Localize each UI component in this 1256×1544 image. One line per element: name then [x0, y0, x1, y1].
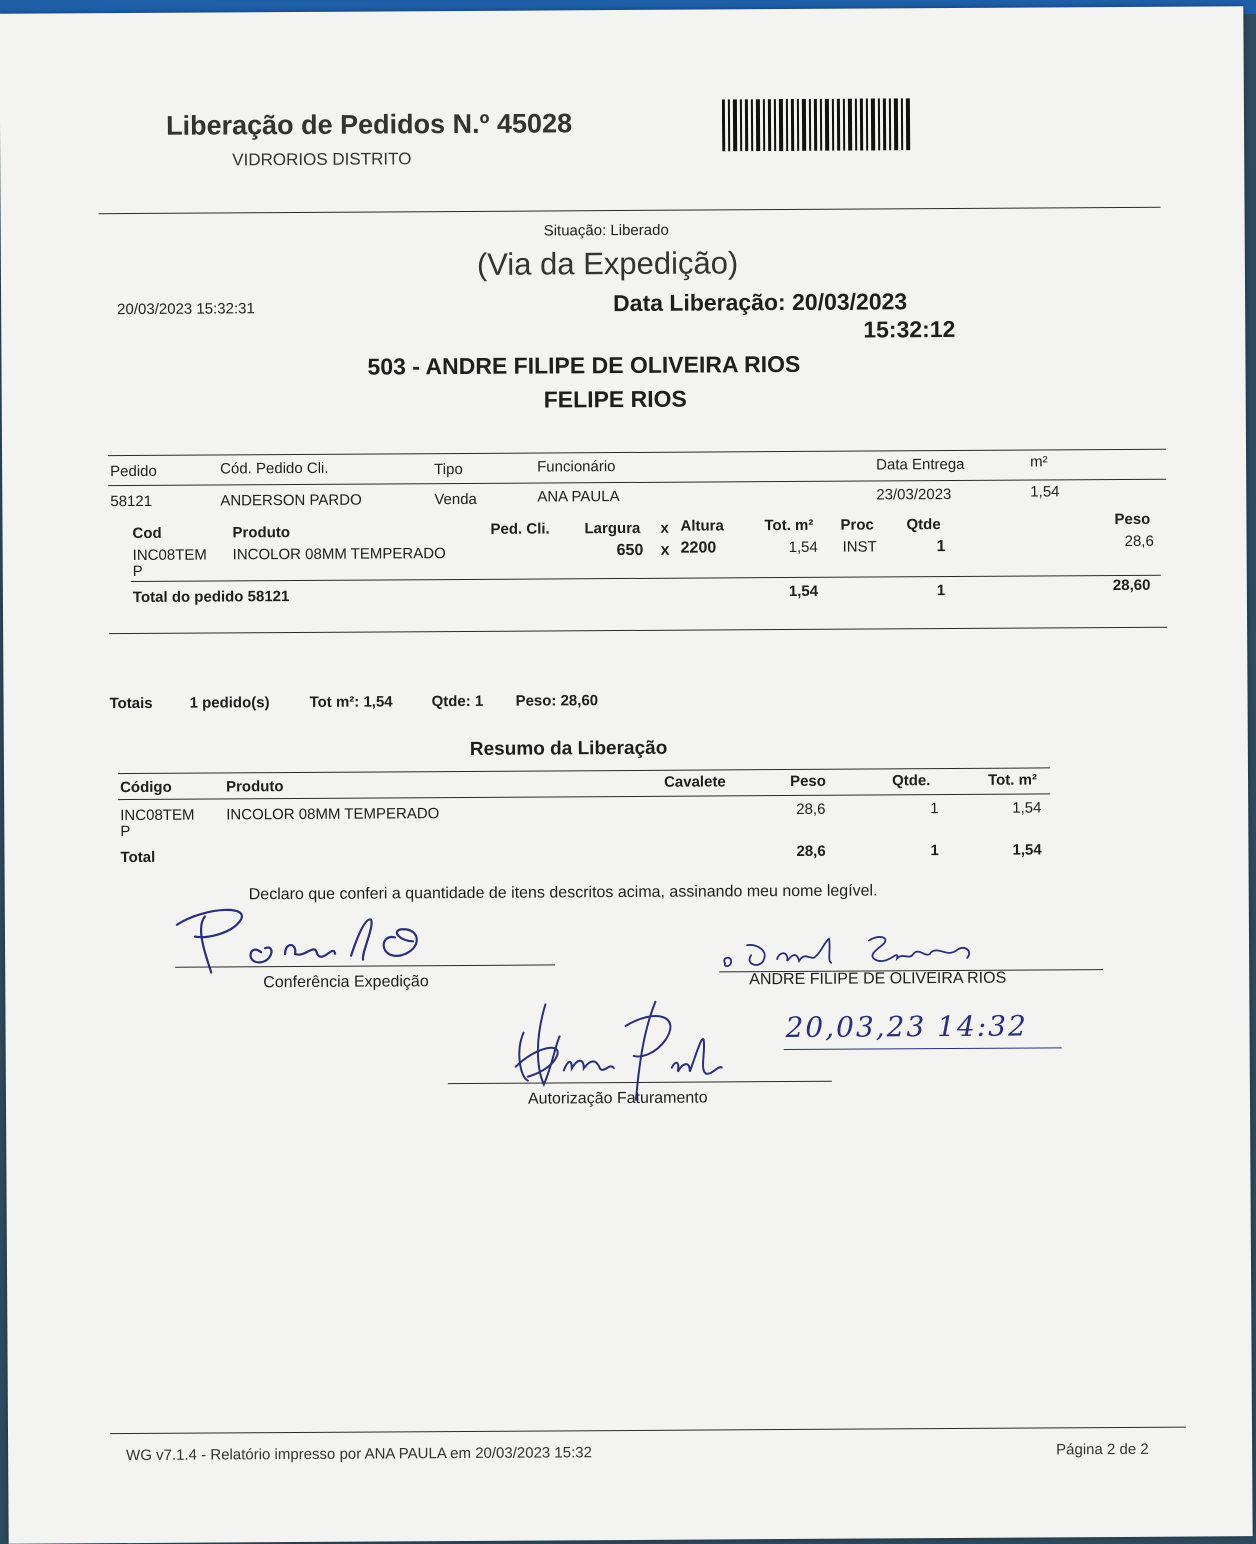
via-label: (Via da Expedição): [476, 245, 739, 282]
col-funcionario: Funcionário: [537, 458, 616, 476]
resumo-peso: 28,6: [796, 800, 826, 818]
col-tipo: Tipo: [434, 460, 463, 479]
item-col-x: x: [660, 519, 669, 537]
item-col-proc: Proc: [840, 516, 874, 534]
col-cod-pedido-cli: Cód. Pedido Cli.: [220, 459, 329, 478]
order-tipo: Venda: [434, 490, 477, 509]
footer-page-number: Página 2 de 2: [1056, 1440, 1149, 1459]
item-largura: 650: [616, 541, 644, 560]
totals-peso: Peso: 28,60: [515, 692, 599, 710]
resumo-col-qtde: Qtde.: [891, 772, 931, 790]
status-situacao: Situação: Liberado: [543, 221, 669, 240]
totals-tot-m2: Tot m²: 1,54: [309, 693, 393, 711]
item-proc: INST: [842, 538, 877, 556]
resumo-col-produto: Produto: [226, 778, 284, 796]
order-funcionario: ANA PAULA: [537, 488, 620, 506]
footer-divider: [110, 1427, 1186, 1435]
handwritten-date-underline: [784, 1047, 1062, 1050]
cliente-label: ANDRE FILIPE DE OLIVEIRA RIOS: [749, 969, 1007, 989]
handwritten-date: 20,03,23 14:32: [785, 1009, 1028, 1045]
order-header-divider: [108, 479, 1166, 486]
item-col-peso: Peso: [1114, 510, 1151, 529]
item-col-cod: Cod: [132, 524, 162, 543]
barcode-icon: [722, 98, 912, 151]
document-page: [0, 6, 1253, 1544]
order-divider-top: [108, 449, 1166, 456]
client-alias: FELIPE RIOS: [543, 385, 687, 413]
resumo-produto: INCOLOR 08MM TEMPERADO: [226, 805, 440, 824]
order-divider-bottom: [109, 627, 1167, 634]
resumo-total-qtde: 1: [930, 842, 939, 860]
resumo-col-tot-m2: Tot. m²: [987, 771, 1037, 789]
resumo-codigo-cont: P: [120, 823, 131, 841]
resumo-codigo: INC08TEM: [120, 806, 195, 825]
order-data-entrega: 23/03/2023: [876, 486, 952, 504]
order-total-peso: 28,60: [1112, 576, 1151, 595]
data-liberacao: Data Liberação: 20/03/2023: [613, 288, 908, 317]
declaration-text: Declaro que conferi a quantidade de itens descritos acima, assinando meu nome legível.: [248, 882, 878, 904]
col-data-entrega: Data Entrega: [876, 455, 965, 474]
client-name: 503 - ANDRE FILIPE DE OLIVEIRA RIOS: [367, 350, 801, 380]
totals-pedidos: 1 pedido(s): [189, 694, 270, 712]
resumo-total-tot-m2: 1,54: [1012, 841, 1042, 859]
order-total-m2: 1,54: [788, 582, 819, 601]
order-cod-pedido-cli: ANDERSON PARDO: [220, 491, 362, 510]
order-total-qtde: 1: [936, 582, 946, 600]
totals-qtde: Qtde: 1: [431, 692, 484, 711]
item-col-ped-cli: Ped. Cli.: [490, 520, 550, 538]
totals-label: Totais: [109, 694, 153, 713]
document-title: Liberação de Pedidos N.º 45028: [165, 108, 573, 141]
item-altura: 2200: [680, 539, 717, 557]
resumo-col-codigo: Código: [120, 778, 172, 797]
item-cod-cont: P: [132, 562, 143, 581]
order-total-label: Total do pedido 58121: [132, 588, 290, 607]
item-peso: 28,6: [1124, 532, 1154, 550]
resumo-total-label: Total: [120, 848, 156, 867]
resumo-title: Resumo da Liberação: [469, 737, 668, 760]
data-liberacao-time: 15:32:12: [863, 315, 956, 343]
resumo-total-peso: 28,6: [796, 842, 826, 860]
item-produto: INCOLOR 08MM TEMPERADO: [232, 545, 446, 564]
resumo-tot-m2: 1,54: [1012, 799, 1042, 817]
item-cod: INC08TEM: [132, 546, 207, 565]
company-name: VIDRORIOS DISTRITO: [232, 149, 412, 170]
order-pedido: 58121: [110, 492, 153, 511]
item-col-largura: Largura: [584, 519, 641, 538]
print-datetime: 20/03/2023 15:32:31: [117, 300, 255, 319]
order-total-divider: [131, 575, 1161, 582]
item-col-qtde: Qtde: [906, 516, 941, 534]
col-m2: m²: [1030, 453, 1048, 471]
order-m2: 1,54: [1030, 483, 1060, 501]
resumo-col-peso: Peso: [789, 772, 826, 790]
item-x: x: [660, 541, 670, 559]
signature-cliente-icon: [717, 930, 987, 974]
header-divider: [99, 207, 1161, 214]
resumo-col-cavalete: Cavalete: [663, 773, 726, 791]
footer-printed-by: WG v7.1.4 - Relatório impresso por ANA PAULA em 20/03/2023 15:32: [126, 1444, 593, 1465]
item-col-tot-m2: Tot. m²: [764, 516, 814, 535]
item-qtde: 1: [936, 538, 946, 556]
item-col-produto: Produto: [232, 524, 291, 542]
autorizacao-label: Autorização Faturamento: [527, 1089, 708, 1108]
resumo-qtde: 1: [930, 800, 939, 818]
col-pedido: Pedido: [110, 462, 157, 481]
item-tot-m2: 1,54: [788, 538, 818, 557]
conferencia-label: Conferência Expedição: [263, 973, 429, 992]
item-col-altura: Altura: [680, 517, 724, 535]
